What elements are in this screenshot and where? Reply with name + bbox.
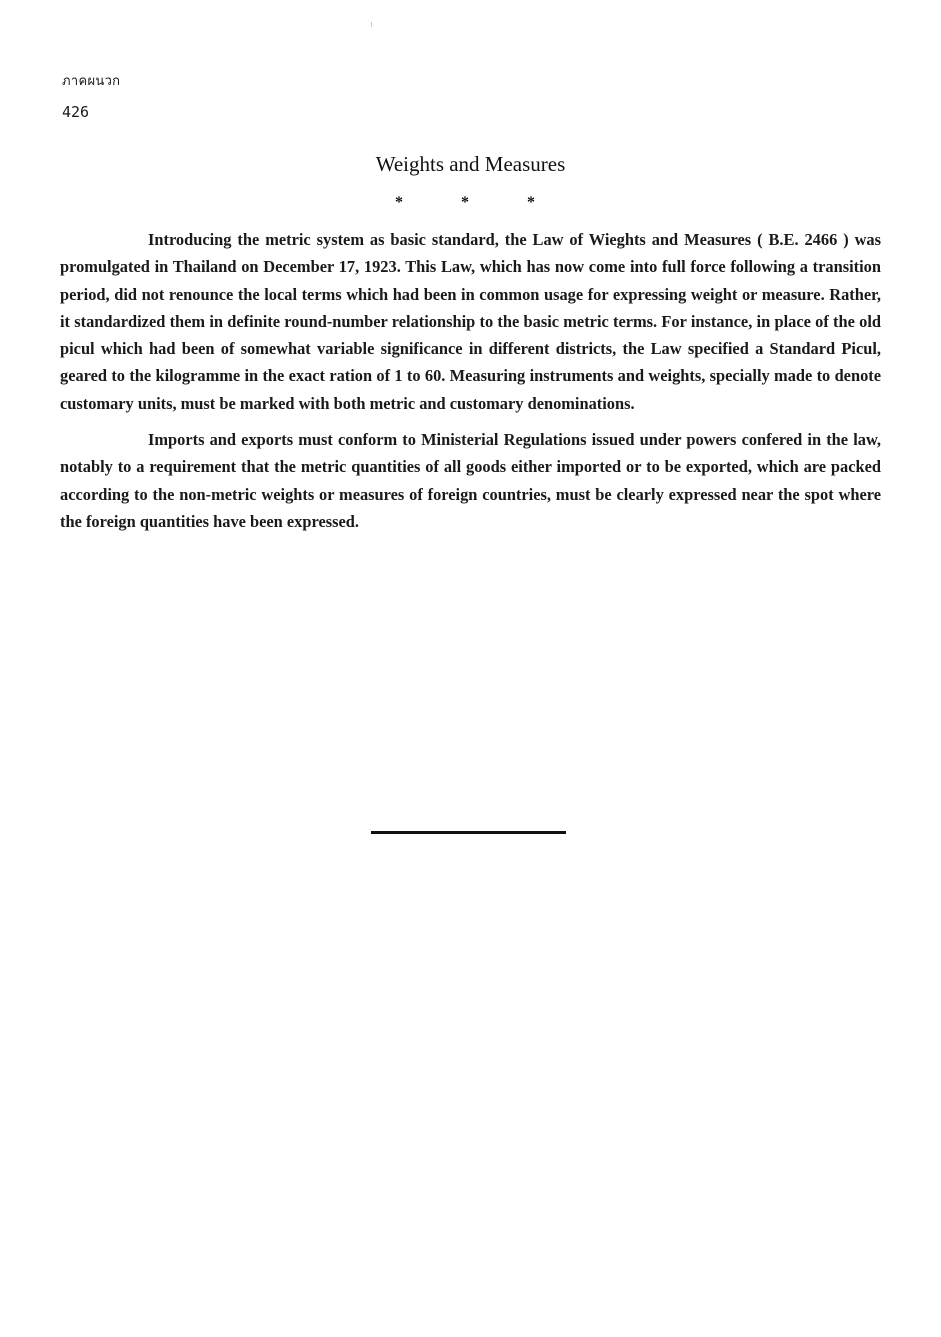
asterism-separator	[385, 194, 545, 212]
page-number: 426	[62, 103, 90, 121]
page-title: Weights and Measures	[375, 152, 566, 176]
separator-star: *	[395, 194, 403, 211]
section-label: ภาคผนวก	[62, 74, 121, 89]
body-text	[60, 226, 881, 544]
scan-mark	[371, 22, 372, 27]
end-rule	[371, 831, 566, 834]
paragraph: Introducing the metric system as basic standard, the Law of Wieghts and Measures ( B.E. 2466 ) was promulgated in Thailand on December 17, 1923. This Law, which has now come into full force following a transition period, did not renounce the local terms which had been in common usage for expressing weight or measure. Rather, it standardized them in definite round-number relationship to the basic metric terms. For instance, in place of the old picul which had been of somewhat variable significance in different districts, the Law specified a Standard Picul, geared to the kilogramme in the exact ration of 1 to 60. Measuring instruments and weights, specially made to denote customary units, must be marked with both metric and customary denominations.	[60, 230, 881, 413]
separator-star: *	[461, 194, 469, 211]
paragraph: Imports and exports must conform to Ministerial Regulations issued under powers confered in the law, notably to a requirement that the metric quantities of all goods either imported or to be exported, which are packed according to the non-metric weights or measures of foreign countries, must be clearly expressed near the spot where the foreign quantities have been expressed.	[60, 430, 881, 531]
separator-star: *	[527, 194, 535, 211]
